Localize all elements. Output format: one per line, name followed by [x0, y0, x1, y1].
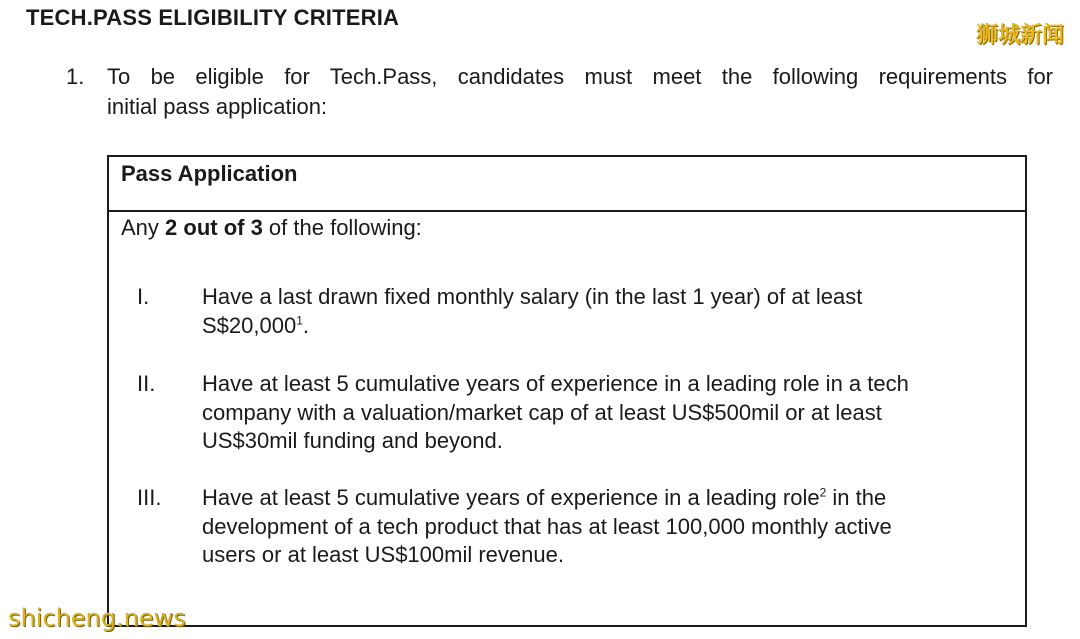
criterion-line: in the	[826, 485, 887, 510]
instruction-bold: 2 out of 3	[165, 215, 263, 240]
intro-line-1: To be eligible for Tech.Pass, candidates must meet the following requirements for	[107, 64, 1053, 89]
watermark-english: shicheng.news	[8, 604, 186, 632]
criterion-text	[202, 484, 1017, 570]
intro-line-2: initial pass application:	[107, 94, 328, 119]
table-header: Pass Application	[109, 157, 1025, 212]
criterion-line: Have at least 5 cumulative years of experience in a leading role in a tech	[202, 371, 909, 396]
criterion-number: II.	[137, 371, 156, 396]
criterion-line: Have a last drawn fixed monthly salary (in the last 1 year) of at least	[202, 284, 863, 309]
criterion-line: users or at least US$100mil revenue.	[202, 542, 564, 567]
footnote-marker: 1	[296, 313, 303, 328]
criterion-text	[202, 370, 1017, 456]
watermark-chinese: 狮城新闻	[975, 23, 1064, 48]
criterion-line: US$30mil funding and beyond.	[202, 428, 503, 453]
intro-number: 1.	[66, 64, 85, 89]
criterion-line: S$20,000	[202, 312, 297, 338]
criterion-number: I.	[137, 284, 150, 309]
footnote-marker: 2	[819, 485, 827, 500]
instruction-suffix: of the following:	[262, 215, 422, 240]
criterion-line: Have at least 5 cumulative years of experience in a leading role	[202, 485, 820, 510]
criterion-line: company with a valuation/market cap of at least US$500mil or at least	[202, 399, 882, 425]
instruction-prefix: Any	[121, 215, 166, 240]
intro-text	[107, 62, 1053, 122]
criterion-text	[202, 283, 1017, 340]
criterion-number: III.	[137, 485, 162, 510]
criterion-line-end: .	[302, 312, 310, 338]
criterion-line: development of a tech product that has at least 100,000 monthly active	[202, 513, 892, 539]
criteria-instruction	[121, 215, 422, 241]
pass-application-table	[107, 155, 1027, 627]
page-heading: TECH.PASS ELIGIBILITY CRITERIA	[26, 5, 400, 30]
